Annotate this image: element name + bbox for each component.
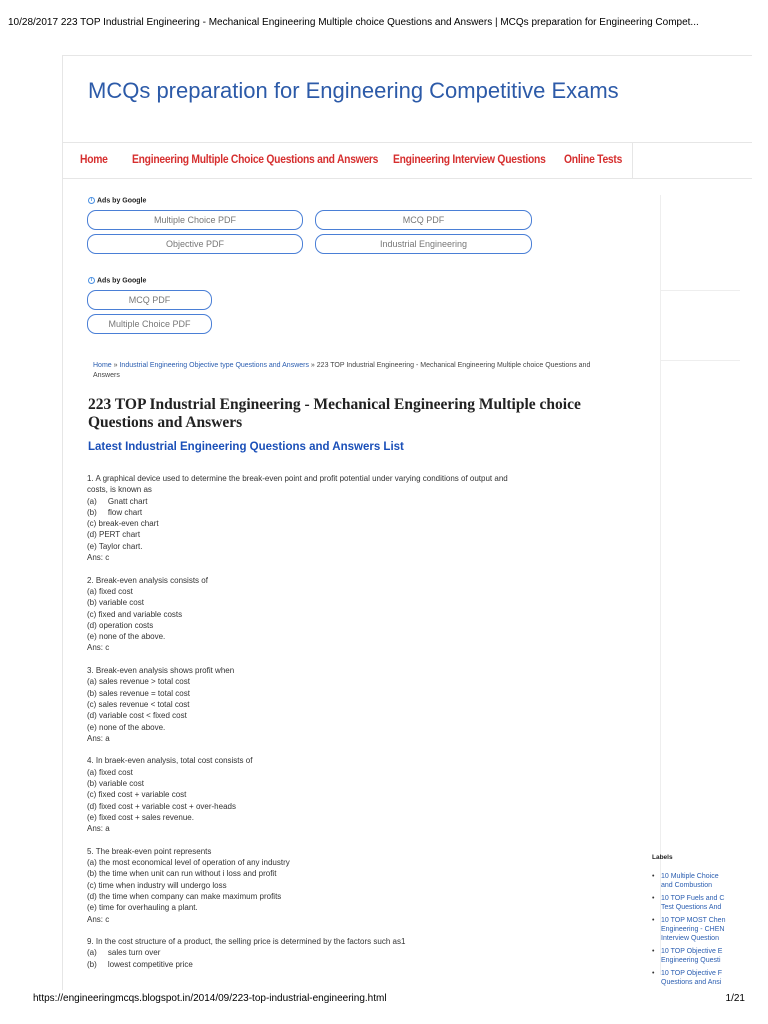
question-line: (c) fixed cost + variable cost: [87, 790, 187, 800]
question-block: [87, 936, 607, 970]
label-link[interactable]: • 10 TOP Fuels and C Test Questions And: [652, 894, 742, 912]
question-line: Ans: c: [87, 643, 110, 653]
question-block: [87, 755, 607, 834]
question-block: [87, 575, 607, 654]
label-link[interactable]: • 10 Multiple Choice and Combustion: [652, 872, 742, 890]
question-line: Ans: c: [87, 553, 110, 563]
question-line: (e) time for overhauling a plant.: [87, 903, 198, 913]
ad-button[interactable]: Objective PDF: [87, 234, 303, 254]
nav-online-tests-link[interactable]: Online Tests: [564, 152, 623, 166]
ads-label-text: Ads by Google: [97, 277, 147, 285]
question-block: [87, 473, 607, 563]
question-line: Ans: a: [87, 824, 110, 834]
nav-home-link[interactable]: Home: [80, 152, 108, 166]
divider: [632, 142, 633, 178]
breadcrumb-current: 223 TOP Industrial Engineering - Mechanical Engineering Multiple choice Questions and Answers: [93, 362, 591, 379]
section-heading: Latest Industrial Engineering Questions and Answers List: [88, 441, 404, 453]
question-line: (a) sales turn over: [87, 948, 161, 958]
page-number: 1/21: [725, 993, 745, 1004]
question-block: [87, 665, 607, 744]
post-title: 223 TOP Industrial Engineering - Mechanical Engineering Multiple choice Questions and Answers: [88, 396, 581, 431]
divider: [62, 178, 752, 179]
question-line: Ans: a: [87, 733, 110, 743]
question-line: (b) flow chart: [87, 507, 143, 517]
ads-label-text: Ads by Google: [97, 197, 147, 205]
question-line: (b) lowest competitive price: [87, 959, 193, 969]
breadcrumb-home-link[interactable]: Home: [93, 362, 112, 369]
question-block: [87, 846, 607, 925]
label-link[interactable]: • 10 TOP Objective F Questions and Ansi: [652, 969, 742, 987]
question-line: (e) fixed cost + sales revenue.: [87, 812, 194, 822]
divider: [660, 360, 740, 361]
question-line: (d) operation costs: [87, 620, 154, 630]
ad-button[interactable]: Multiple Choice PDF: [87, 314, 212, 334]
question-line: (e) Taylor chart.: [87, 541, 143, 551]
question-line: (c) break-even chart: [87, 519, 159, 529]
question-line: (b) sales revenue = total cost: [87, 688, 190, 698]
nav-interview-link[interactable]: Engineering Interview Questions: [393, 152, 546, 166]
divider: [62, 142, 752, 143]
question-text: 3. Break-even analysis shows profit when: [87, 666, 235, 676]
question-line: (a) the most economical level of operation of any industry: [87, 858, 290, 868]
breadcrumb-separator: »: [111, 362, 120, 369]
info-icon: i: [88, 277, 95, 284]
ads-label[interactable]: [88, 197, 146, 204]
question-line: (b) the time when unit can run without i loss and profit: [87, 869, 277, 879]
site-title[interactable]: MCQs preparation for Engineering Competitive Exams: [88, 78, 619, 103]
labels-list: [652, 872, 742, 990]
question-line: (b) variable cost: [87, 779, 144, 789]
nav-mcq-link[interactable]: Engineering Multiple Choice Questions and Answers: [132, 152, 379, 166]
question-line: Ans: c: [87, 914, 110, 924]
question-line: (d) fixed cost + variable cost + over-heads: [87, 801, 236, 811]
info-icon: i: [88, 197, 95, 204]
ads-label[interactable]: [88, 277, 146, 284]
question-line: (e) none of the above.: [87, 722, 166, 732]
question-line: (e) none of the above.: [87, 632, 166, 642]
question-line: (d) PERT chart: [87, 530, 141, 540]
divider: [660, 290, 740, 291]
questions-list: [87, 473, 607, 987]
print-header: 10/28/2017 223 TOP Industrial Engineering - Mechanical Engineering Multiple choice Questions and Answers | MCQs preparation for Engineering Compet...: [8, 17, 699, 28]
breadcrumb-category-link[interactable]: Industrial Engineering Objective type Questions and Answers: [119, 362, 309, 369]
ad-button[interactable]: MCQ PDF: [87, 290, 212, 310]
label-link[interactable]: • 10 TOP MOST Chen Engineering - CHEN Interview Question: [652, 916, 742, 943]
question-text: 1. A graphical device used to determine the break-even point and profit potential under varying conditions of output and: [87, 474, 508, 483]
ad-button[interactable]: MCQ PDF: [315, 210, 532, 230]
question-text: 2. Break-even analysis consists of: [87, 575, 208, 585]
question-line: (c) sales revenue < total cost: [87, 699, 190, 709]
label-link[interactable]: • 10 TOP Objective E Engineering Questi: [652, 947, 742, 965]
question-line: (d) variable cost < fixed cost: [87, 711, 187, 721]
breadcrumb-separator: »: [308, 362, 317, 369]
question-line: (a) fixed cost: [87, 586, 133, 596]
breadcrumb: [93, 361, 598, 381]
question-line: (a) sales revenue > total cost: [87, 677, 190, 687]
question-text: 5. The break-even point represents: [87, 846, 212, 856]
question-line: (d) the time when company can make maximum profits: [87, 891, 282, 901]
ad-button[interactable]: Multiple Choice PDF: [87, 210, 303, 230]
question-line: (b) variable cost: [87, 598, 144, 608]
question-line: costs, is known as: [87, 485, 152, 495]
question-line: (a) Gnatt chart: [87, 496, 148, 506]
footer-url: https://engineeringmcqs.blogspot.in/2014/09/223-top-industrial-engineering.html: [33, 993, 387, 1004]
print-footer: [33, 993, 745, 1004]
question-line: (c) time when industry will undergo loss: [87, 880, 227, 890]
ad-button[interactable]: Industrial Engineering: [315, 234, 532, 254]
question-line: (a) fixed cost: [87, 767, 133, 777]
question-text: 4. In braek-even analysis, total cost consists of: [87, 756, 253, 766]
question-line: (c) fixed and variable costs: [87, 609, 183, 619]
question-text: 9. In the cost structure of a product, the selling price is determined by the factors such as1: [87, 937, 406, 947]
labels-title: Labels: [652, 854, 673, 861]
